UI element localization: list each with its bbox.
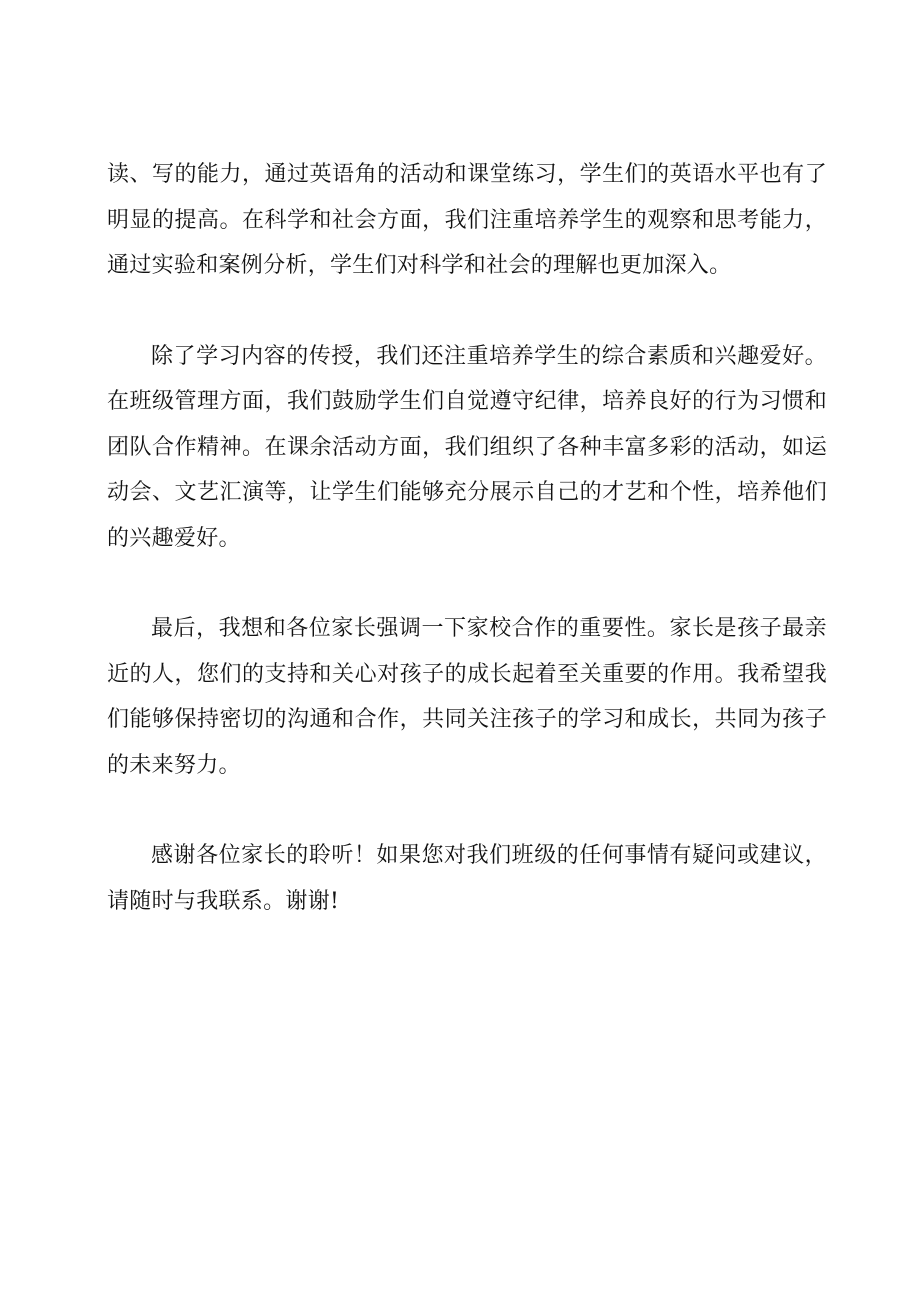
paragraph-home-school-cooperation: 最后，我想和各位家长强调一下家校合作的重要性。家长是孩子最亲近的人，您们的支持和关心对孩子的成长起着至关重要的作用。我希望我们能够保持密切的沟通和合作，共同关注孩子的学习和成长，共同为孩子的未来努力。	[107, 616, 827, 778]
paragraph-closing-thanks: 感谢各位家长的聆听！如果您对我们班级的任何事情有疑问或建议，请随时与我联系。谢谢!	[107, 843, 827, 914]
paragraph-extracurricular: 除了学习内容的传授，我们还注重培养学生的综合素质和兴趣爱好。在班级管理方面，我们鼓励学生们自觉遵守纪律，培养良好的行为习惯和团队合作精神。在课余活动方面，我们组织了各种丰富多彩的活动，如运动会、文艺汇演等，让学生们能够充分展示自己的才艺和个性，培养他们的兴趣爱好。	[107, 343, 827, 551]
document-body	[107, 152, 827, 924]
paragraph-continuation: 读、写的能力，通过英语角的活动和课堂练习，学生们的英语水平也有了明显的提高。在科学和社会方面，我们注重培养学生的观察和思考能力，通过实验和案例分析，学生们对科学和社会的理解也更加深入。	[107, 162, 827, 278]
